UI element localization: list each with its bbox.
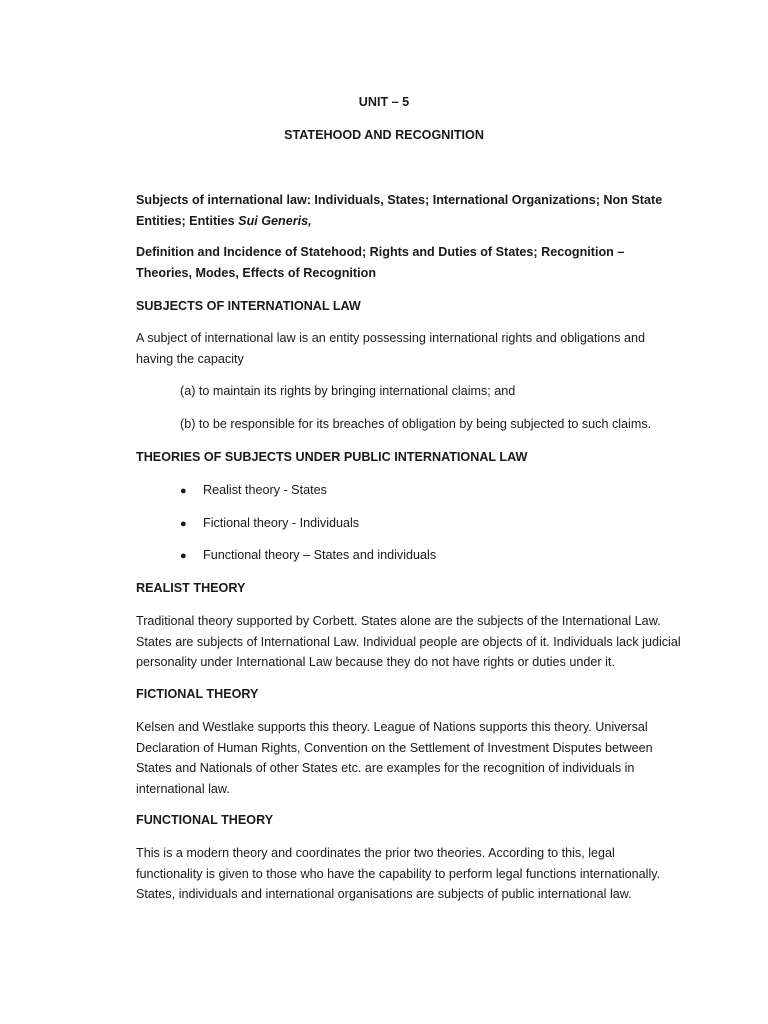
- paragraph-subject-definition: A subject of international law is an entity possessing international rights and obligations and having the capacity: [136, 331, 645, 366]
- chapter-title: STATEHOOD AND RECOGNITION: [284, 128, 484, 142]
- list-item: [180, 513, 359, 535]
- bullet-icon: ●: [180, 518, 187, 530]
- heading-functional-theory: FUNCTIONAL THEORY: [136, 813, 274, 827]
- list-item: [180, 545, 436, 567]
- bullet-icon: ●: [180, 550, 187, 562]
- heading-fictional-theory: FICTIONAL THEORY: [136, 687, 259, 701]
- heading-realist-theory: REALIST THEORY: [136, 581, 246, 595]
- syllabus-subjects: [136, 190, 681, 231]
- syllabus-statehood: Definition and Incidence of Statehood; Rights and Duties of States; Recognition – Theories, Modes, Effects of Recognition: [136, 245, 625, 280]
- paragraph-functional-theory: This is a modern theory and coordinates the prior two theories. According to this, legal functionality is given to those who have the capability to perform legal functions internationally. States, individuals and international organisations are subjects of public international law.: [136, 846, 661, 901]
- clause-b: (b) to be responsible for its breaches of obligation by being subjected to such claims.: [180, 417, 652, 431]
- clause-a: (a) to maintain its rights by bringing international claims; and: [180, 384, 516, 398]
- list-item-label: Realist theory - States: [203, 483, 327, 497]
- list-item-label: Functional theory – States and individuals: [203, 548, 437, 562]
- unit-title: UNIT – 5: [358, 95, 410, 109]
- heading-theories-of-subjects: THEORIES OF SUBJECTS UNDER PUBLIC INTERNATIONAL LAW: [136, 450, 528, 464]
- paragraph-fictional-theory: Kelsen and Westlake supports this theory. League of Nations supports this theory. Universal Declaration of Human Rights, Convention on the Settlement of Investment Disputes between States and Nationals of other States etc. are examples for the recognition of individuals in international law.: [136, 720, 653, 796]
- list-item: [180, 480, 327, 502]
- syllabus-subjects-text: Subjects of international law: Individuals, States; International Organizations; Non State Entities; Entities: [136, 193, 663, 228]
- list-item-label: Fictional theory - Individuals: [203, 516, 360, 530]
- bullet-icon: ●: [180, 485, 187, 497]
- heading-subjects-of-international-law: SUBJECTS OF INTERNATIONAL LAW: [136, 299, 361, 313]
- syllabus-sui-generis: Sui Generis,: [238, 213, 312, 228]
- paragraph-realist-theory: Traditional theory supported by Corbett. States alone are the subjects of the International Law. States are subjects of International Law. Individual people are objects of it. Individuals lack judicial personality under International Law because they do not have rights or duties under it.: [136, 614, 681, 669]
